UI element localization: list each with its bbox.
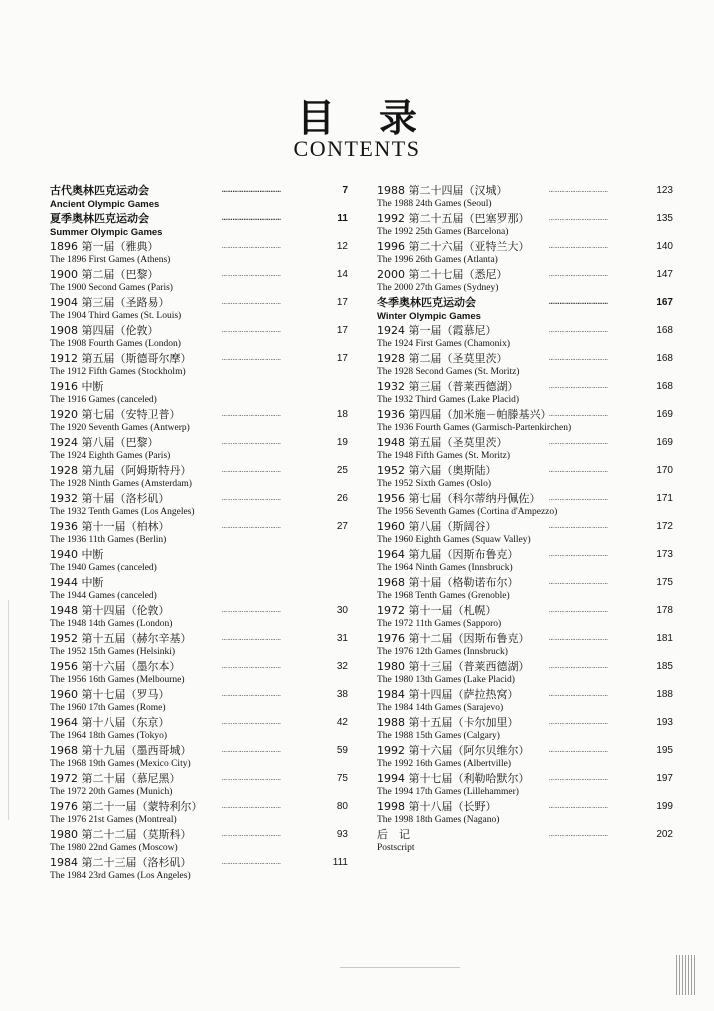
toc-entry-chinese bbox=[50, 267, 348, 282]
toc-entry-chinese bbox=[377, 771, 673, 786]
toc-entry-chinese bbox=[377, 631, 673, 646]
toc-entry-english-title: The 1998 18th Games (Nagano) bbox=[377, 815, 500, 825]
dot-leader: …………………………… bbox=[549, 606, 609, 615]
toc-entry-chinese-title: 1968 第十九届（墨西哥城） bbox=[50, 744, 192, 757]
toc-entry[interactable] bbox=[50, 491, 348, 519]
dot-leader: …………………………… bbox=[222, 186, 282, 195]
toc-page-number: 12 bbox=[336, 241, 348, 252]
toc-entry-chinese bbox=[377, 351, 673, 366]
dot-leader: …………………………… bbox=[549, 690, 609, 699]
dot-leader: …………………………… bbox=[222, 410, 282, 419]
toc-page-number: 181 bbox=[656, 633, 673, 644]
toc-entry[interactable] bbox=[50, 659, 348, 687]
toc-entry-chinese-title: 1976 第二十一届（蒙特利尔） bbox=[50, 800, 203, 813]
toc-entry[interactable] bbox=[377, 743, 673, 771]
toc-entry-english-title: The 1936 11th Games (Berlin) bbox=[50, 535, 167, 545]
toc-entry-english-title: The 1988 24th Games (Seoul) bbox=[377, 199, 492, 209]
toc-entry[interactable] bbox=[50, 519, 348, 547]
toc-entry-chinese-title: 1948 第十四届（伦敦） bbox=[50, 604, 170, 617]
toc-entry-chinese bbox=[377, 435, 673, 450]
toc-entry-chinese bbox=[50, 351, 348, 366]
toc-entry[interactable] bbox=[50, 631, 348, 659]
toc-entry-chinese bbox=[377, 715, 673, 730]
toc-page-number: 168 bbox=[656, 325, 673, 336]
toc-entry-english-title: The 1980 13th Games (Lake Placid) bbox=[377, 675, 515, 685]
toc-entry-chinese bbox=[50, 435, 348, 450]
dot-leader: …………………………… bbox=[549, 550, 609, 559]
toc-page-number: 170 bbox=[656, 465, 673, 476]
toc-entry[interactable] bbox=[50, 547, 348, 575]
toc-entry-chinese-title: 1968 第十届（格勒诺布尔） bbox=[377, 576, 519, 589]
toc-entry-chinese bbox=[50, 631, 348, 646]
dot-leader: …………………………… bbox=[549, 186, 609, 195]
toc-entry[interactable] bbox=[377, 771, 673, 799]
toc-entry[interactable] bbox=[50, 799, 348, 827]
dot-leader: …………………………… bbox=[222, 662, 282, 671]
dot-leader: …………………………… bbox=[549, 634, 609, 643]
toc-entry-chinese-title: 1920 第七届（安特卫普） bbox=[50, 408, 181, 421]
toc-entry-english-title: The 1968 19th Games (Mexico City) bbox=[50, 759, 191, 769]
toc-entry-chinese bbox=[377, 407, 673, 422]
toc-column-right bbox=[377, 183, 673, 855]
toc-entry-chinese bbox=[377, 743, 673, 758]
toc-entry-chinese bbox=[377, 603, 673, 618]
toc-page-number: 42 bbox=[336, 717, 348, 728]
toc-entry[interactable] bbox=[50, 603, 348, 631]
toc-entry[interactable] bbox=[377, 547, 673, 575]
toc-page-number: 17 bbox=[336, 325, 348, 336]
toc-entry[interactable] bbox=[50, 771, 348, 799]
toc-entry-chinese-title: 1980 第十三届（普莱西德湖） bbox=[377, 660, 530, 673]
toc-entry-chinese bbox=[50, 323, 348, 338]
toc-entry[interactable] bbox=[377, 379, 673, 407]
toc-entry-chinese-title: 1984 第十四届（萨拉热窝） bbox=[377, 688, 519, 701]
toc-entry-chinese bbox=[377, 687, 673, 702]
toc-entry-english-title: The 1960 17th Games (Rome) bbox=[50, 703, 166, 713]
toc-entry-chinese-title: 1924 第八届（巴黎） bbox=[50, 436, 159, 449]
toc-page-number: 168 bbox=[656, 381, 673, 392]
dot-leader: …………………………… bbox=[549, 802, 609, 811]
toc-entry-chinese-title: 1936 第四届（加米施－帕滕基兴） bbox=[377, 408, 552, 421]
toc-entry[interactable] bbox=[377, 519, 673, 547]
toc-entry-english-title: The 1900 Second Games (Paris) bbox=[50, 283, 173, 293]
toc-entry-chinese bbox=[50, 491, 348, 506]
toc-entry-chinese-title: 1960 第八届（斯阔谷） bbox=[377, 520, 497, 533]
dot-leader: …………………………… bbox=[222, 606, 282, 615]
toc-entry-chinese-title: 1896 第一届（雅典） bbox=[50, 240, 159, 253]
toc-entry-english-title: The 1992 25th Games (Barcelona) bbox=[377, 227, 509, 237]
toc-page-number: 93 bbox=[336, 829, 348, 840]
toc-entry-english-title: The 1948 14th Games (London) bbox=[50, 619, 173, 629]
toc-entry[interactable] bbox=[50, 827, 348, 855]
dot-leader: …………………………… bbox=[549, 522, 609, 531]
toc-page-number: 18 bbox=[336, 409, 348, 420]
toc-page-number: 193 bbox=[656, 717, 673, 728]
toc-entry-english-title: The 1972 20th Games (Munich) bbox=[50, 787, 173, 797]
toc-entry-english-title: The 1928 Second Games (St. Moritz) bbox=[377, 367, 520, 377]
toc-entry[interactable] bbox=[50, 267, 348, 295]
toc-entry-english-title: The 1984 23rd Games (Los Angeles) bbox=[50, 871, 191, 881]
toc-entry-chinese-title: 1928 第九届（阿姆斯特丹） bbox=[50, 464, 192, 477]
page-title-english: CONTENTS bbox=[293, 136, 421, 161]
toc-page-number: 25 bbox=[336, 465, 348, 476]
scan-artifact-mark bbox=[676, 955, 696, 995]
toc-entry[interactable] bbox=[377, 575, 673, 603]
toc-entry-english-title: The 1908 Fourth Games (London) bbox=[50, 339, 181, 349]
toc-page-number: 59 bbox=[336, 745, 348, 756]
toc-entry-english-title: Winter Olympic Games bbox=[377, 311, 481, 322]
toc-entry-english-title: The 1968 Tenth Games (Grenoble) bbox=[377, 591, 510, 601]
toc-entry-english-title: The 2000 27th Games (Sydney) bbox=[377, 283, 499, 293]
toc-entry[interactable] bbox=[50, 239, 348, 267]
toc-entry-chinese-title: 1988 第二十四届（汉城） bbox=[377, 184, 508, 197]
toc-entry[interactable] bbox=[50, 407, 348, 435]
toc-entry-chinese-title: 1932 第三届（普莱西德湖） bbox=[377, 380, 519, 393]
dot-leader: …………………………… bbox=[549, 214, 609, 223]
toc-entry-chinese bbox=[50, 603, 348, 618]
toc-entry-english-title: The 1976 12th Games (Innsbruck) bbox=[377, 647, 508, 657]
toc-entry[interactable] bbox=[377, 827, 673, 855]
toc-entry-chinese bbox=[50, 463, 348, 478]
toc-entry-english-title: The 1912 Fifth Games (Stockholm) bbox=[50, 367, 186, 377]
toc-entry-chinese bbox=[50, 771, 348, 786]
page-title-chinese: 目录 bbox=[296, 96, 461, 140]
dot-leader: …………………………… bbox=[549, 242, 609, 251]
toc-entry-english-title: Summer Olympic Games bbox=[50, 227, 163, 238]
toc-entry-english-title: The 1956 16th Games (Melbourne) bbox=[50, 675, 185, 685]
toc-entry-english-title: The 1932 Third Games (Lake Placid) bbox=[377, 395, 520, 405]
toc-entry-chinese-title: 1984 第二十三届（洛杉矶） bbox=[50, 856, 192, 869]
toc-entry-english-title: The 1920 Seventh Games (Antwerp) bbox=[50, 423, 190, 433]
toc-entry[interactable] bbox=[377, 239, 673, 267]
toc-entry-chinese bbox=[377, 463, 673, 478]
toc-page-number: 178 bbox=[656, 605, 673, 616]
toc-page-number: 188 bbox=[656, 689, 673, 700]
toc-page-number: 7 bbox=[342, 185, 348, 196]
toc-entry-chinese-title: 1916 中断 bbox=[50, 380, 104, 393]
toc-entry-english-title: The 1896 First Games (Athens) bbox=[50, 255, 171, 265]
toc-page-number: 19 bbox=[336, 437, 348, 448]
dot-leader: …………………………… bbox=[222, 326, 282, 335]
dot-leader: …………………………… bbox=[222, 634, 282, 643]
toc-page-number: 202 bbox=[656, 829, 673, 840]
toc-entry-chinese bbox=[377, 323, 673, 338]
toc-entry-chinese-title: 1972 第二十届（慕尼黑） bbox=[50, 772, 181, 785]
toc-entry-chinese bbox=[50, 659, 348, 674]
toc-page-number: 195 bbox=[656, 745, 673, 756]
dot-leader: …………………………… bbox=[222, 830, 282, 839]
toc-entry[interactable] bbox=[377, 323, 673, 351]
scan-artifact-line bbox=[340, 967, 460, 968]
dot-leader: …………………………… bbox=[222, 354, 282, 363]
dot-leader: …………………………… bbox=[549, 494, 609, 503]
toc-entry[interactable] bbox=[50, 687, 348, 715]
dot-leader: …………………………… bbox=[222, 802, 282, 811]
toc-page-number: 171 bbox=[656, 493, 673, 504]
dot-leader: …………………………… bbox=[222, 438, 282, 447]
toc-entry-chinese-title: 冬季奥林匹克运动会 bbox=[377, 296, 476, 309]
toc-entry-english-title: The 1904 Third Games (St. Louis) bbox=[50, 311, 182, 321]
toc-entry[interactable] bbox=[377, 659, 673, 687]
dot-leader: …………………………… bbox=[549, 662, 609, 671]
toc-entry-chinese bbox=[377, 239, 673, 254]
dot-leader: …………………………… bbox=[549, 578, 609, 587]
toc-page-number: 135 bbox=[656, 213, 673, 224]
toc-entry-english-title: The 1984 14th Games (Sarajevo) bbox=[377, 703, 504, 713]
toc-entry[interactable] bbox=[377, 463, 673, 491]
toc-entry-chinese-title: 1900 第二届（巴黎） bbox=[50, 268, 159, 281]
toc-entry-chinese bbox=[377, 827, 673, 842]
toc-entry-chinese bbox=[50, 575, 348, 590]
toc-page-number: 26 bbox=[336, 493, 348, 504]
dot-leader: …………………………… bbox=[222, 494, 282, 503]
toc-entry-chinese-title: 夏季奥林匹克运动会 bbox=[50, 212, 149, 225]
dot-leader: …………………………… bbox=[549, 746, 609, 755]
toc-page-number: 123 bbox=[656, 185, 673, 196]
toc-entry[interactable] bbox=[50, 323, 348, 351]
toc-entry-english-title: The 1992 16th Games (Albertville) bbox=[377, 759, 512, 769]
toc-entry[interactable] bbox=[50, 211, 348, 239]
dot-leader: …………………………… bbox=[549, 438, 609, 447]
toc-entry[interactable] bbox=[50, 743, 348, 771]
toc-entry-english-title: Ancient Olympic Games bbox=[50, 199, 160, 210]
toc-entry[interactable] bbox=[377, 407, 673, 435]
toc-entry[interactable] bbox=[377, 211, 673, 239]
toc-page-number: 169 bbox=[656, 437, 673, 448]
toc-entry-english-title: The 1988 15th Games (Calgary) bbox=[377, 731, 500, 741]
toc-entry-chinese bbox=[50, 407, 348, 422]
toc-entry-english-title: The 1972 11th Games (Sapporo) bbox=[377, 619, 502, 629]
toc-entry-english-title: The 1928 Ninth Games (Amsterdam) bbox=[50, 479, 192, 489]
toc-page-number: 111 bbox=[332, 857, 348, 868]
toc-entry-chinese-title: 1992 第十六届（阿尔贝维尔） bbox=[377, 744, 530, 757]
dot-leader: …………………………… bbox=[222, 690, 282, 699]
toc-entry-chinese bbox=[50, 379, 348, 394]
toc-entry-chinese-title: 1960 第十七届（罗马） bbox=[50, 688, 170, 701]
toc-entry-chinese bbox=[50, 295, 348, 310]
toc-entry[interactable] bbox=[377, 687, 673, 715]
dot-leader: …………………………… bbox=[549, 466, 609, 475]
toc-entry-english-title: The 1964 18th Games (Tokyo) bbox=[50, 731, 168, 741]
toc-entry-chinese-title: 1964 第九届（因斯布鲁克） bbox=[377, 548, 519, 561]
toc-page-number: 17 bbox=[336, 297, 348, 308]
toc-entry-chinese-title: 1976 第十二届（因斯布鲁克） bbox=[377, 632, 530, 645]
toc-entry[interactable] bbox=[377, 799, 673, 827]
toc-entry-chinese-title: 1980 第二十二届（莫斯科） bbox=[50, 828, 192, 841]
toc-entry-chinese-title: 1996 第二十六届（亚特兰大） bbox=[377, 240, 530, 253]
toc-page-number: 172 bbox=[656, 521, 673, 532]
toc-entry-chinese bbox=[50, 855, 348, 870]
toc-entry-chinese-title: 2000 第二十七届（悉尼） bbox=[377, 268, 508, 281]
toc-entry-chinese bbox=[377, 183, 673, 198]
dot-leader: …………………………… bbox=[222, 214, 282, 223]
toc-entry[interactable] bbox=[377, 351, 673, 379]
toc-page-number: 80 bbox=[336, 801, 348, 812]
toc-entry[interactable] bbox=[50, 575, 348, 603]
toc-entry[interactable] bbox=[50, 715, 348, 743]
toc-entry-chinese-title: 1936 第十一届（柏林） bbox=[50, 520, 170, 533]
dot-leader: …………………………… bbox=[222, 242, 282, 251]
toc-entry-chinese-title: 1972 第十一届（札幌） bbox=[377, 604, 497, 617]
toc-entry-chinese bbox=[50, 715, 348, 730]
dot-leader: …………………………… bbox=[222, 298, 282, 307]
toc-entry-english-title: The 1996 26th Games (Atlanta) bbox=[377, 255, 498, 265]
toc-page-number: 14 bbox=[336, 269, 348, 280]
toc-page-number: 147 bbox=[656, 269, 673, 280]
toc-entry-chinese bbox=[50, 183, 348, 198]
toc-entry-chinese bbox=[50, 827, 348, 842]
toc-page-number: 199 bbox=[656, 801, 673, 812]
toc-entry-chinese-title: 1992 第二十五届（巴塞罗那） bbox=[377, 212, 530, 225]
dot-leader: …………………………… bbox=[549, 298, 609, 307]
toc-page-number: 167 bbox=[656, 297, 673, 308]
toc-entry-english-title: The 1936 Fourth Games (Garmisch-Partenkirchen) bbox=[377, 423, 572, 433]
toc-entry-chinese bbox=[50, 547, 348, 562]
toc-entry-chinese-title: 1994 第十七届（利勒哈默尔） bbox=[377, 772, 530, 785]
toc-entry[interactable] bbox=[377, 267, 673, 295]
toc-entry-chinese bbox=[377, 295, 673, 310]
toc-entry[interactable] bbox=[50, 435, 348, 463]
toc-page-number: 140 bbox=[656, 241, 673, 252]
toc-page-number: 185 bbox=[656, 661, 673, 672]
dot-leader: …………………………… bbox=[222, 522, 282, 531]
toc-page-number: 75 bbox=[336, 773, 348, 784]
toc-entry-chinese-title: 古代奥林匹克运动会 bbox=[50, 184, 149, 197]
toc-entry-chinese bbox=[377, 379, 673, 394]
toc-entry-english-title: The 1940 Games (canceled) bbox=[50, 563, 157, 573]
toc-entry[interactable] bbox=[50, 463, 348, 491]
toc-entry-chinese bbox=[50, 799, 348, 814]
dot-leader: …………………………… bbox=[222, 746, 282, 755]
toc-page-number: 169 bbox=[656, 409, 673, 420]
dot-leader: …………………………… bbox=[549, 270, 609, 279]
toc-entry-english-title: The 1924 First Games (Chamonix) bbox=[377, 339, 510, 349]
toc-entry[interactable] bbox=[377, 435, 673, 463]
toc-entry[interactable] bbox=[50, 855, 348, 883]
toc-entry-chinese-title: 后 记 bbox=[377, 828, 410, 841]
toc-page-number: 173 bbox=[656, 549, 673, 560]
toc-entry[interactable] bbox=[50, 379, 348, 407]
toc-page-number: 11 bbox=[337, 213, 348, 224]
toc-entry-chinese bbox=[377, 491, 673, 506]
dot-leader: …………………………… bbox=[222, 774, 282, 783]
dot-leader: …………………………… bbox=[222, 270, 282, 279]
toc-entry[interactable] bbox=[50, 295, 348, 323]
toc-entry-chinese bbox=[377, 519, 673, 534]
toc-entry-chinese bbox=[50, 211, 348, 226]
toc-entry[interactable] bbox=[50, 351, 348, 379]
toc-entry-chinese bbox=[50, 239, 348, 254]
toc-entry-english-title: The 1916 Games (canceled) bbox=[50, 395, 157, 405]
toc-entry-english-title: The 1956 Seventh Games (Cortina d'Ampezzo) bbox=[377, 507, 558, 517]
toc-entry-chinese-title: 1932 第十届（洛杉矶） bbox=[50, 492, 170, 505]
dot-leader: …………………………… bbox=[549, 326, 609, 335]
toc-entry-english-title: The 1994 17th Games (Lillehammer) bbox=[377, 787, 519, 797]
toc-entry[interactable] bbox=[377, 631, 673, 659]
dot-leader: …………………………… bbox=[549, 354, 609, 363]
toc-entry-chinese-title: 1988 第十五届（卡尔加里） bbox=[377, 716, 519, 729]
toc-page-number: 27 bbox=[336, 521, 348, 532]
toc-page-number: 31 bbox=[336, 633, 348, 644]
toc-page-number: 38 bbox=[336, 689, 348, 700]
toc-page-number: 168 bbox=[656, 353, 673, 364]
dot-leader: …………………………… bbox=[549, 382, 609, 391]
toc-entry-chinese bbox=[50, 519, 348, 534]
dot-leader: …………………………… bbox=[549, 410, 609, 419]
dot-leader: …………………………… bbox=[222, 858, 282, 867]
toc-entry-chinese bbox=[377, 211, 673, 226]
toc-entry-chinese bbox=[377, 799, 673, 814]
toc-entry-english-title: The 1944 Games (canceled) bbox=[50, 591, 157, 601]
toc-entry-chinese-title: 1912 第五届（斯德哥尔摩） bbox=[50, 352, 192, 365]
toc-entry-chinese-title: 1948 第五届（圣莫里茨） bbox=[377, 436, 508, 449]
toc-entry[interactable] bbox=[377, 715, 673, 743]
scan-artifact-edge bbox=[8, 600, 9, 820]
toc-entry-english-title: Postscript bbox=[377, 843, 415, 853]
toc-page-number: 17 bbox=[336, 353, 348, 364]
toc-entry[interactable] bbox=[377, 183, 673, 211]
toc-entry-english-title: The 1952 15th Games (Helsinki) bbox=[50, 647, 176, 657]
toc-entry-english-title: The 1976 21st Games (Montreal) bbox=[50, 815, 177, 825]
toc-entry-chinese-title: 1952 第六届（奥斯陆） bbox=[377, 464, 497, 477]
toc-entry[interactable] bbox=[50, 183, 348, 211]
toc-entry-chinese-title: 1940 中断 bbox=[50, 548, 104, 561]
toc-entry[interactable] bbox=[377, 491, 673, 519]
toc-entry-english-title: The 1960 Eighth Games (Squaw Valley) bbox=[377, 535, 531, 545]
toc-entry-chinese-title: 1964 第十八届（东京） bbox=[50, 716, 170, 729]
dot-leader: …………………………… bbox=[222, 718, 282, 727]
toc-entry-chinese bbox=[50, 687, 348, 702]
toc-entry-chinese bbox=[377, 547, 673, 562]
toc-page-number: 175 bbox=[656, 577, 673, 588]
toc-entry-chinese bbox=[50, 743, 348, 758]
toc-entry-chinese-title: 1952 第十五届（赫尔辛基） bbox=[50, 632, 192, 645]
toc-entry-english-title: The 1932 Tenth Games (Los Angeles) bbox=[50, 507, 195, 517]
dot-leader: …………………………… bbox=[549, 774, 609, 783]
toc-column-left bbox=[50, 183, 348, 883]
toc-entry-chinese-title: 1956 第十六届（墨尔本） bbox=[50, 660, 181, 673]
toc-entry-chinese-title: 1944 中断 bbox=[50, 576, 104, 589]
toc-page-number: 197 bbox=[656, 773, 673, 784]
toc-entry-chinese-title: 1928 第二届（圣莫里茨） bbox=[377, 352, 508, 365]
dot-leader: …………………………… bbox=[222, 466, 282, 475]
toc-entry-english-title: The 1952 Sixth Games (Oslo) bbox=[377, 479, 491, 489]
toc-entry-english-title: The 1924 Eighth Games (Paris) bbox=[50, 451, 171, 461]
toc-entry-english-title: The 1980 22nd Games (Moscow) bbox=[50, 843, 178, 853]
toc-entry-chinese bbox=[377, 659, 673, 674]
toc-entry-chinese-title: 1908 第四届（伦敦） bbox=[50, 324, 159, 337]
toc-page-number: 32 bbox=[336, 661, 348, 672]
dot-leader: …………………………… bbox=[549, 718, 609, 727]
toc-entry-chinese-title: 1956 第七届（科尔蒂纳丹佩佐） bbox=[377, 492, 541, 505]
toc-entry-chinese bbox=[377, 575, 673, 590]
toc-entry[interactable] bbox=[377, 603, 673, 631]
toc-entry-chinese-title: 1924 第一届（霞慕尼） bbox=[377, 324, 497, 337]
toc-page-number: 30 bbox=[336, 605, 348, 616]
toc-entry-chinese-title: 1904 第三届（圣路易） bbox=[50, 296, 170, 309]
dot-leader: …………………………… bbox=[549, 830, 609, 839]
toc-entry-chinese-title: 1998 第十八届（长野） bbox=[377, 800, 497, 813]
toc-entry-chinese bbox=[377, 267, 673, 282]
toc-entry-english-title: The 1964 Ninth Games (Innsbruck) bbox=[377, 563, 513, 573]
toc-entry-english-title: The 1948 Fifth Games (St. Moritz) bbox=[377, 451, 510, 461]
toc-entry[interactable] bbox=[377, 295, 673, 323]
